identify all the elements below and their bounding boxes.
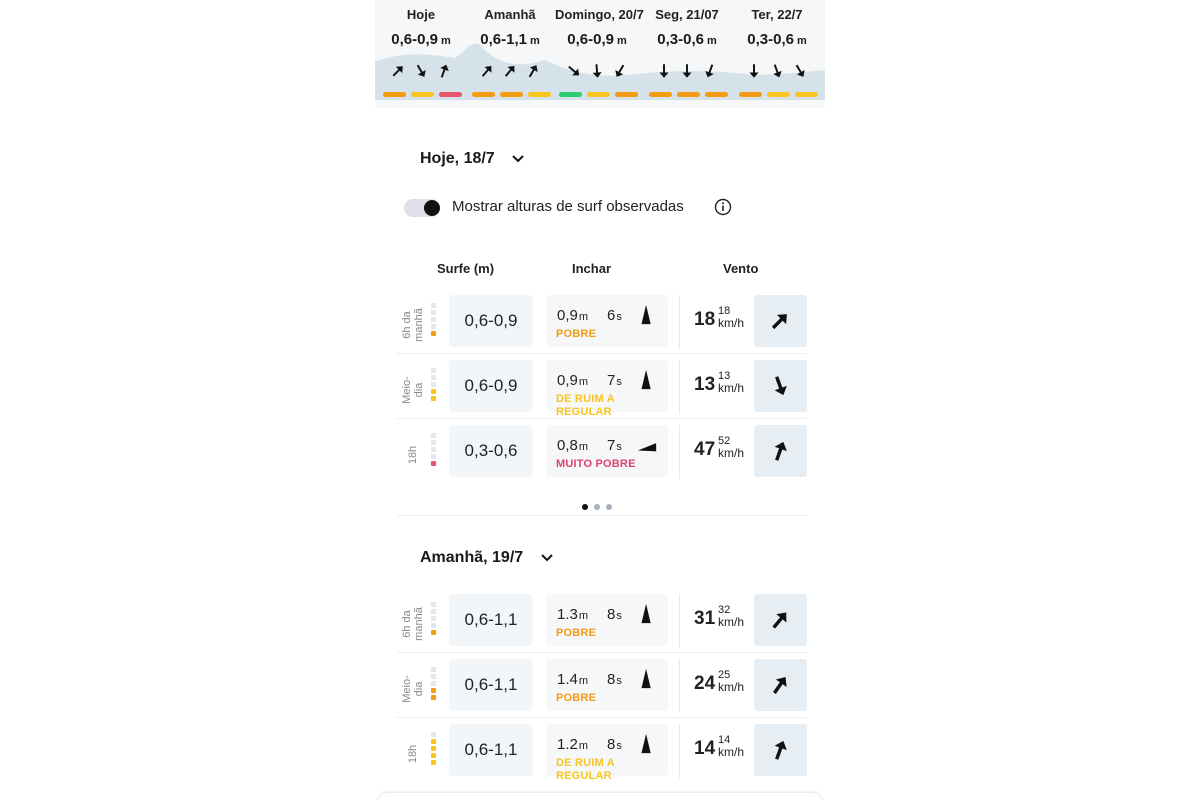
wind-speed <box>690 301 754 341</box>
swell-direction-icon <box>636 303 658 327</box>
time-label: Meio- dia <box>401 675 425 703</box>
wind-gust-value: 52 <box>718 435 731 447</box>
wind-direction-arrow-icon <box>763 434 796 467</box>
rating-bar <box>677 92 700 97</box>
divider <box>397 353 807 354</box>
surf-rating-level <box>431 732 436 770</box>
swell-height: 1.2m <box>557 736 589 753</box>
rating-bar <box>383 92 406 97</box>
forecast-row[interactable] <box>375 659 825 717</box>
divider <box>679 425 680 479</box>
swell-direction-arrow-icon <box>478 62 496 80</box>
swell-direction-icon <box>636 602 658 626</box>
swell-direction-arrow-icon <box>655 62 673 80</box>
observed-heights-toggle[interactable] <box>404 199 440 217</box>
swell-direction-icon <box>636 667 658 691</box>
swell-direction-arrow-icon <box>701 62 719 80</box>
wind-direction-arrow-icon <box>762 303 799 340</box>
swell-period: 6s <box>607 307 622 324</box>
day-height: 0,3-0,6 m <box>747 31 807 48</box>
column-header-swell: Inchar <box>572 261 612 276</box>
wind-speed-value: 24 <box>694 673 716 694</box>
swell-direction-arrow-icon <box>524 62 542 80</box>
wind-speed <box>690 730 754 770</box>
swell-card[interactable] <box>546 659 668 711</box>
surf-height: 0,6-1,1 <box>449 594 533 646</box>
section-title-today[interactable]: Hoje, 18/7 <box>420 150 495 167</box>
divider <box>679 360 680 414</box>
column-header-wind: Vento <box>723 261 759 276</box>
rating-bar <box>795 92 818 97</box>
rating-bar <box>500 92 523 97</box>
wind-direction-box <box>754 724 807 776</box>
swell-direction-arrow-icon <box>611 62 629 80</box>
surf-rating-level <box>431 303 436 341</box>
toggle-knob <box>424 200 440 216</box>
section-title-tomorrow[interactable]: Amanhã, 19/7 <box>420 549 524 566</box>
swell-direction-arrow-icon <box>745 62 763 80</box>
swell-rating: DE RUIM A REGULAR <box>556 757 615 782</box>
wind-unit: km/h <box>718 745 745 759</box>
bottom-sheet-edge <box>378 793 822 800</box>
rating-bar <box>587 92 610 97</box>
rating-bar <box>472 92 495 97</box>
toggle-label: Mostrar alturas de surf observadas <box>452 198 684 215</box>
swell-height: 1.3m <box>557 606 589 623</box>
rating-bar <box>705 92 728 97</box>
divider <box>679 724 680 778</box>
time-label: 6h da manhã <box>401 308 425 342</box>
rating-bar <box>649 92 672 97</box>
forecast-row[interactable] <box>375 295 825 353</box>
surf-height: 0,6-1,1 <box>449 724 533 776</box>
swell-card[interactable] <box>546 594 668 646</box>
pager-dot[interactable] <box>582 504 588 510</box>
time-label: 18h <box>407 744 419 764</box>
wind-gust-value: 25 <box>718 669 731 681</box>
swell-direction-arrow-icon <box>389 62 407 80</box>
swell-direction-icon <box>636 732 658 756</box>
wind-gust-value: 13 <box>718 370 731 382</box>
day-name: Amanhã <box>484 7 536 22</box>
swell-direction-icon <box>636 368 658 392</box>
wind-speed <box>690 665 754 705</box>
swell-rating: POBRE <box>556 627 597 639</box>
info-icon[interactable] <box>714 198 732 216</box>
wind-speed <box>690 431 754 471</box>
wind-speed <box>690 366 754 406</box>
swell-period: 7s <box>607 372 622 389</box>
surf-height: 0,6-1,1 <box>449 659 533 711</box>
swell-direction-arrow-icon <box>588 62 606 80</box>
swell-direction-arrow-icon <box>678 62 696 80</box>
surf-rating-level <box>431 667 436 705</box>
wind-direction-box <box>754 295 807 347</box>
pager-dots[interactable] <box>582 497 618 515</box>
wind-direction-box <box>754 659 807 711</box>
swell-rating: DE RUIM A REGULAR <box>556 393 615 418</box>
divider <box>397 515 807 516</box>
swell-rating: MUITO POBRE <box>556 458 636 470</box>
day-height: 0,6-0,9 m <box>567 31 627 48</box>
surf-height: 0,6-0,9 <box>449 295 533 347</box>
divider <box>397 717 807 718</box>
divider <box>679 659 680 713</box>
rating-bar <box>559 92 582 97</box>
wind-gust-value: 32 <box>718 604 731 616</box>
wind-unit: km/h <box>718 680 745 694</box>
wind-gust-value: 14 <box>718 734 731 746</box>
day-name: Hoje <box>406 7 436 22</box>
rating-bar <box>528 92 551 97</box>
divider <box>679 295 680 349</box>
swell-card[interactable] <box>546 295 668 347</box>
wind-speed <box>690 600 754 640</box>
day-height: 0,6-0,9 m <box>391 31 451 48</box>
column-header-surf: Surfe (m) <box>437 261 495 276</box>
swell-rating: POBRE <box>556 328 597 340</box>
swell-height: 0,8m <box>557 437 589 454</box>
wind-direction-box <box>754 425 807 477</box>
surf-height: 0,6-0,9 <box>449 360 533 412</box>
day-name: Seg, 21/07 <box>655 7 719 22</box>
wind-speed-value: 14 <box>694 738 716 759</box>
wind-speed-value: 13 <box>694 374 716 395</box>
wind-speed-value: 31 <box>694 608 716 629</box>
divider <box>397 652 807 653</box>
swell-period: 7s <box>607 437 622 454</box>
rating-bar <box>739 92 762 97</box>
forecast-row[interactable] <box>375 425 825 483</box>
wind-unit: km/h <box>718 316 745 330</box>
wind-speed-value: 18 <box>694 309 716 330</box>
swell-period: 8s <box>607 606 622 623</box>
divider <box>397 418 807 419</box>
forecast-strip[interactable] <box>375 0 825 108</box>
swell-card[interactable] <box>546 724 668 782</box>
wind-direction-arrow-icon <box>762 667 798 703</box>
wind-direction-arrow-icon <box>762 602 799 639</box>
swell-card[interactable] <box>546 360 668 418</box>
swell-period: 8s <box>607 736 622 753</box>
wind-direction-box <box>754 360 807 412</box>
pager-dot[interactable] <box>606 504 612 510</box>
time-label: 18h <box>407 445 419 465</box>
day-name: Ter, 22/7 <box>751 7 803 22</box>
rating-bar <box>615 92 638 97</box>
wind-direction-arrow-icon <box>763 733 796 766</box>
forecast-row[interactable] <box>375 724 825 782</box>
wind-gust-value: 18 <box>718 305 731 317</box>
day-height: 0,6-1,1 m <box>480 31 540 48</box>
swell-rating: POBRE <box>556 692 597 704</box>
rating-bar <box>439 92 462 97</box>
rating-bar <box>767 92 790 97</box>
time-label: 6h da manhã <box>401 607 425 641</box>
swell-card[interactable] <box>546 425 668 477</box>
swell-height: 0,9m <box>557 307 589 324</box>
surf-rating-level <box>431 602 436 640</box>
forecast-row[interactable] <box>375 594 825 652</box>
forecast-row[interactable] <box>375 360 825 418</box>
swell-direction-arrow-icon <box>435 62 453 80</box>
swell-direction-arrow-icon <box>501 62 519 80</box>
swell-direction-arrow-icon <box>412 62 430 80</box>
pager-dot[interactable] <box>594 504 600 510</box>
wind-direction-arrow-icon <box>763 369 796 402</box>
day-name: Domingo, 20/7 <box>555 7 644 22</box>
swell-direction-icon <box>636 433 658 457</box>
wind-unit: km/h <box>718 615 745 629</box>
wind-direction-box <box>754 594 807 646</box>
time-label: Meio- dia <box>401 376 425 404</box>
surf-rating-level <box>431 368 436 406</box>
chevron-down-icon[interactable] <box>510 151 526 167</box>
swell-height: 1.4m <box>557 671 589 688</box>
surf-height: 0,3-0,6 <box>449 425 533 477</box>
divider <box>679 594 680 648</box>
swell-direction-arrow-icon <box>565 62 583 80</box>
swell-height: 0,9m <box>557 372 589 389</box>
chevron-down-icon[interactable] <box>539 550 555 566</box>
surf-rating-level <box>431 433 436 471</box>
wind-unit: km/h <box>718 446 745 460</box>
swell-direction-arrow-icon <box>791 62 809 80</box>
wind-unit: km/h <box>718 381 745 395</box>
rating-bar <box>411 92 434 97</box>
day-height: 0,3-0,6 m <box>657 31 717 48</box>
swell-direction-arrow-icon <box>768 62 786 80</box>
swell-period: 8s <box>607 671 622 688</box>
surf-forecast-app <box>375 0 825 800</box>
wind-speed-value: 47 <box>694 439 716 460</box>
